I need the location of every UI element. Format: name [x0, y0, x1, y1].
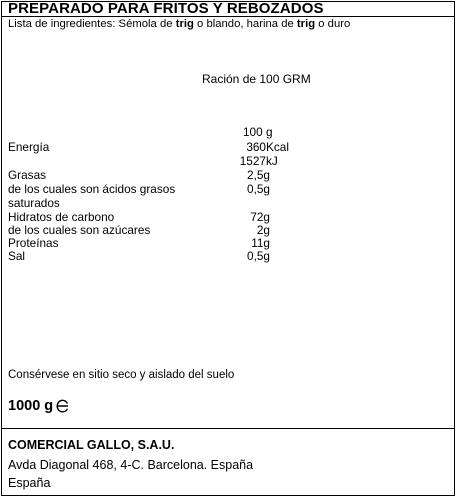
nutrition-value-sugars: 2g — [256, 223, 270, 237]
product-title: PREPARADO PARA FRITOS Y REBOZADOS — [8, 0, 324, 17]
e-mark-icon — [55, 398, 69, 414]
nutrition-label-protein: Proteínas — [8, 236, 59, 250]
nutrition-per-100g: 100 g — [243, 125, 273, 139]
net-weight-value: 1000 g — [8, 398, 54, 414]
net-weight — [8, 398, 69, 414]
ingredients-suffix: o duro — [315, 18, 351, 30]
ingredients-bold-2: trig — [296, 18, 316, 30]
nutrition-value-energy-kj: 1527 — [239, 154, 266, 168]
nutrition-label-saturated: de los cuales son ácidos grasos — [8, 182, 176, 196]
company-name: COMERCIAL GALLO, S.A.U. — [8, 438, 175, 452]
footer-divider — [2, 428, 454, 429]
storage-instructions: Consérvese en sitio seco y aislado del suelo — [8, 369, 235, 381]
nutrition-label-saturated-cont: saturados — [8, 196, 60, 210]
nutrition-value-fat: 2,5g — [247, 168, 270, 182]
ingredients-bold-1: trig — [175, 18, 194, 30]
nutrition-value-protein: 11g — [251, 236, 270, 250]
nutrition-label-energy: Energía — [8, 140, 50, 154]
nutrition-unit-kcal: Kcal — [266, 140, 289, 154]
nutrition-value-salt: 0,5g — [247, 249, 270, 263]
nutrition-unit-kj: kJ — [266, 154, 278, 168]
nutrition-label-carbs: Hidratos de carbono — [8, 210, 115, 224]
ingredients-mid: o blando, harina de — [193, 18, 297, 30]
ingredients-list — [8, 18, 350, 30]
nutrition-value-carbs: 72g — [250, 210, 270, 224]
nutrition-value-energy-kcal: 360 — [246, 140, 266, 154]
nutrition-value-saturated: 0,5g — [247, 182, 270, 196]
company-country: España — [8, 476, 51, 490]
title-divider — [2, 16, 454, 17]
nutrition-label-sugars: de los cuales son azúcares — [8, 223, 151, 237]
company-address: Avda Diagonal 468, 4-C. Barcelona. España — [8, 458, 254, 472]
ingredients-prefix: Lista de ingredientes: Sémola de — [8, 18, 176, 30]
nutrition-label-fat: Grasas — [8, 168, 47, 182]
nutrition-label-salt: Sal — [8, 249, 26, 263]
portion-size: Ración de 100 GRM — [202, 72, 311, 86]
